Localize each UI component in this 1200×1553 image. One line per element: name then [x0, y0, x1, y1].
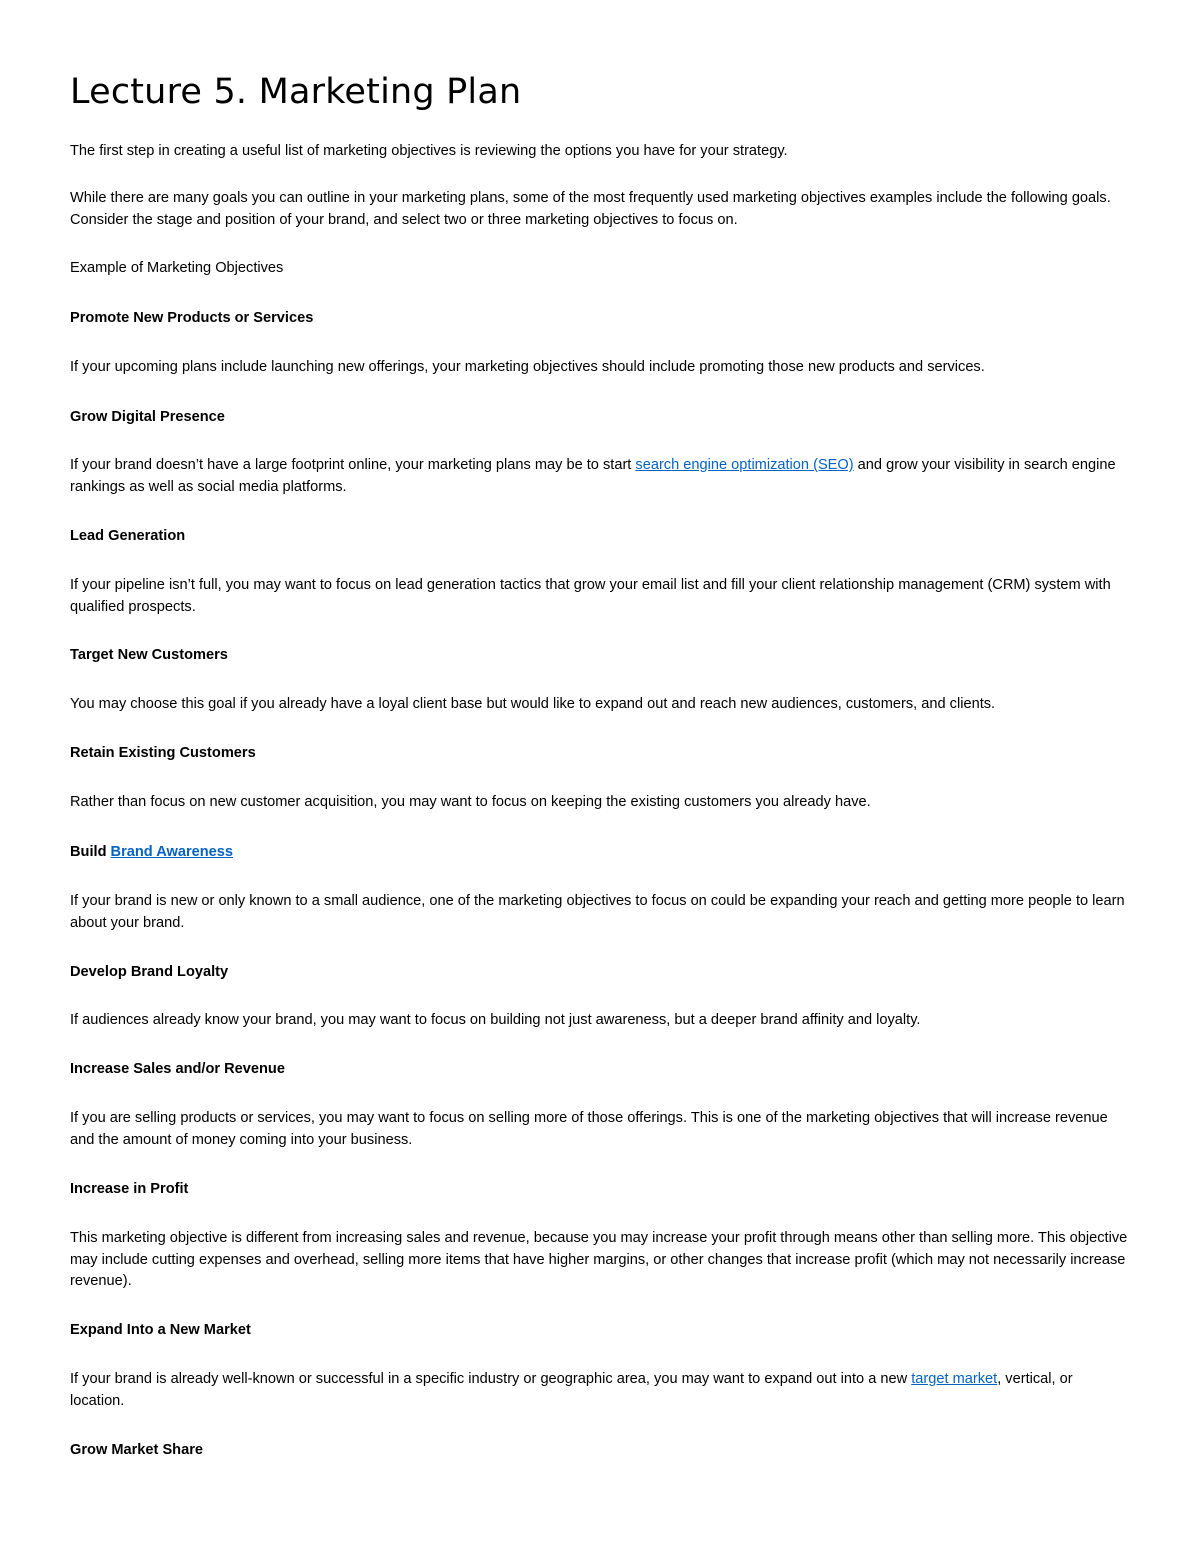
section-body-digital: [70, 455, 1130, 498]
brand-awareness-link[interactable]: Brand Awareness: [110, 844, 234, 860]
section-heading-promote: Promote New Products or Services: [70, 310, 314, 326]
section-body-sales: If you are selling products or services, you may want to focus on selling more of those offerings. This is one of the marketing objectives that will increase revenue and the amount of money coming into your business.: [70, 1110, 1108, 1148]
section-heading-loyalty: Develop Brand Loyalty: [70, 964, 229, 980]
section-body-market: [70, 1369, 1130, 1412]
section-heading-market: Expand Into a New Market: [70, 1322, 251, 1338]
section-body-promote: If your upcoming plans include launching new offerings, your marketing objectives should include promoting those new products and services.: [70, 359, 985, 375]
target-market-link[interactable]: target market: [911, 1371, 998, 1387]
section-body-awareness: If your brand is new or only known to a small audience, one of the marketing objectives to focus on could be expanding your reach and getting more people to learn about your brand.: [70, 893, 1125, 931]
section-heading-retain: Retain Existing Customers: [70, 745, 256, 761]
page-title: Lecture 5. Marketing Plan: [70, 72, 522, 112]
section-heading-awareness: [70, 842, 1130, 864]
intro-paragraph: The first step in creating a useful list of marketing objectives is reviewing the options you have for your strategy.: [70, 143, 788, 159]
section-heading-awareness-prefix: Build: [70, 844, 111, 860]
section-body-retain: Rather than focus on new customer acquisition, you may want to focus on keeping the existing customers you already have.: [70, 794, 871, 810]
section-heading-share: Grow Market Share: [70, 1442, 204, 1458]
section-body-market-text: If your brand is already well-known or successful in a specific industry or geographic area, you may want to expand out into a new: [70, 1371, 912, 1387]
section-heading-profit: Increase in Profit: [70, 1181, 189, 1197]
examples-label: Example of Marketing Objectives: [70, 260, 284, 276]
section-body-market-text-end: , vertical, or location.: [70, 1371, 1073, 1409]
section-body-digital-text: If your brand doesn’t have a large footprint online, your marketing plans may be to start: [70, 457, 636, 473]
intro-paragraph-goals: While there are many goals you can outline in your marketing plans, some of the most frequently used marketing objectives examples include the following goals. Consider the stage and position of your brand, and select two or three marketing objectives to focus on.: [70, 190, 1111, 228]
section-heading-target: Target New Customers: [70, 647, 228, 663]
section-heading-lead: Lead Generation: [70, 528, 186, 544]
section-heading-digital: Grow Digital Presence: [70, 409, 225, 425]
section-body-target: You may choose this goal if you already have a loyal client base but would like to expand out and reach new audiences, customers, and clients.: [70, 696, 996, 712]
section-heading-sales: Increase Sales and/or Revenue: [70, 1061, 285, 1077]
section-body-loyalty: If audiences already know your brand, you may want to focus on building not just awareness, but a deeper brand affinity and loyalty.: [70, 1012, 921, 1028]
section-body-profit: This marketing objective is different from increasing sales and revenue, because you may increase your profit through means other than selling more. This objective may include cutting expenses and overhead, selling more items that have higher margins, or other changes that increase profit (which may not necessarily increase revenue).: [70, 1230, 1128, 1289]
seo-link[interactable]: search engine optimization (SEO): [635, 457, 854, 473]
section-body-digital-text-end: and grow your visibility in search engine rankings as well as social media platforms.: [70, 457, 1116, 495]
section-body-lead: If your pipeline isn’t full, you may want to focus on lead generation tactics that grow your email list and fill your client relationship management (CRM) system with qualified prospects.: [70, 577, 1111, 615]
